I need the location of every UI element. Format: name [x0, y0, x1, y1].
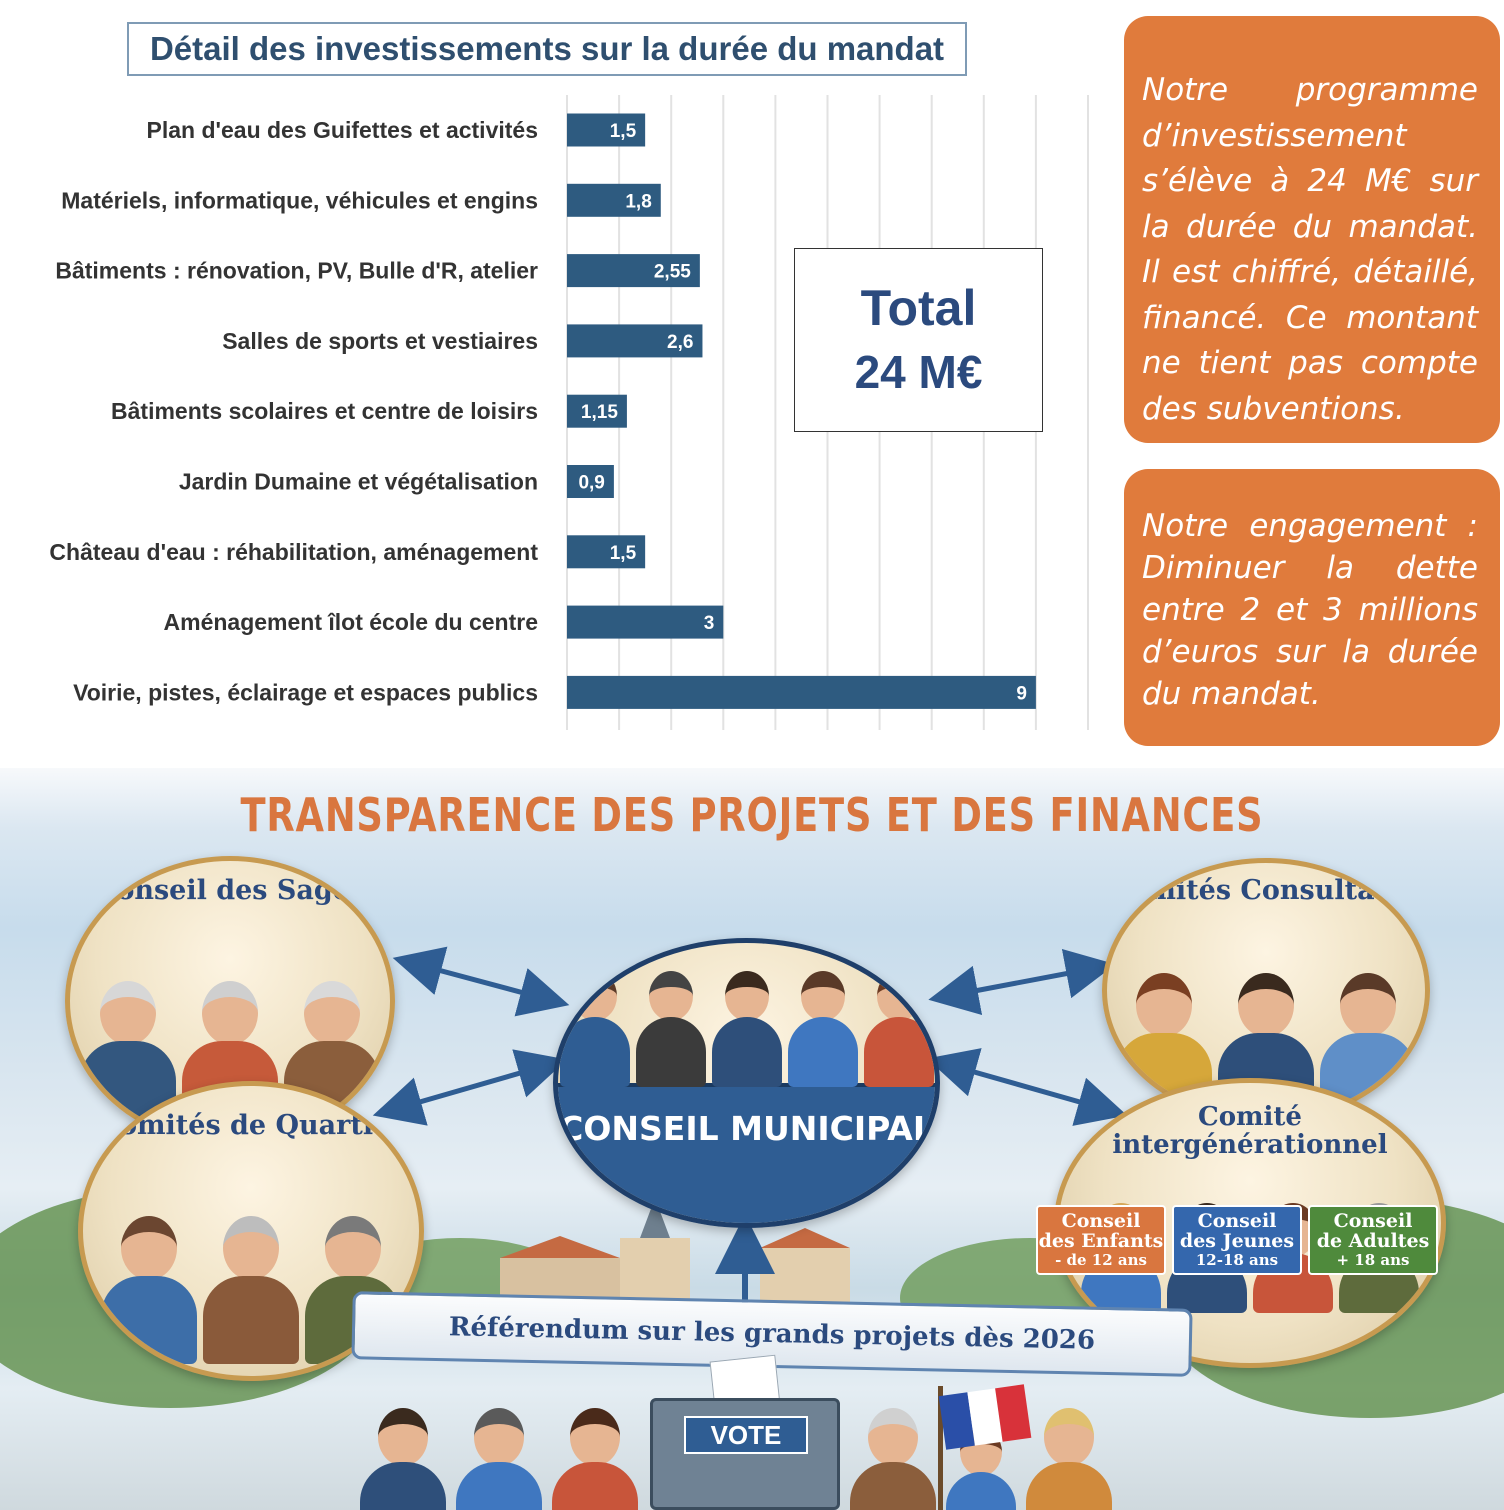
category-label: Château d'eau : réhabilitation, aménagement [49, 538, 538, 565]
engagement-callout [1124, 469, 1500, 746]
referendum-banner: Référendum sur les grands projets dès 2026 [351, 1291, 1192, 1377]
badge-line: des Jeunes [1179, 1230, 1295, 1252]
badge-age: 12-18 ans [1195, 1251, 1279, 1269]
person-illustration [1026, 1408, 1112, 1510]
badge-conseil-enfants [1036, 1205, 1166, 1275]
consultatifs-title: Comités Consultatifs [1107, 875, 1425, 906]
vote-label: VOTE [684, 1416, 808, 1454]
chart-title: Détail des investissements sur la durée du mandat [127, 22, 967, 76]
engagement-text: Notre engagement : Diminuer la dette entre 2 et 3 millions d’euros sur la durée du mandat. [1142, 508, 1478, 712]
voters-left-illustration [360, 1408, 660, 1510]
category-label: Voirie, pistes, éclairage et espaces publics [73, 679, 538, 706]
bar-value-label: 0,9 [578, 472, 605, 494]
person-illustration [560, 971, 630, 1087]
infographic-title: TRANSPARENCE DES PROJETS ET DES FINANCES [240, 788, 1264, 842]
badge-line: Conseil [1333, 1210, 1413, 1232]
municipal-banner [558, 1083, 935, 1223]
person-illustration [788, 971, 858, 1087]
badge-age: + 18 ans [1336, 1251, 1410, 1269]
badge-conseil-jeunes [1172, 1205, 1302, 1275]
quartier-title: Comités de Quartier [97, 1110, 405, 1141]
badge-line: Conseil [1197, 1210, 1277, 1232]
intergenerationnel-title: Comité intergénérationnel [1112, 1102, 1388, 1160]
category-label: Bâtiments : rénovation, PV, Bulle d'R, atelier [55, 257, 538, 284]
bar-value-label: 1,15 [580, 402, 618, 424]
bar-value-label: 1,8 [625, 191, 652, 213]
category-label: Bâtiments scolaires et centre de loisirs [111, 398, 538, 425]
person-illustration [850, 1408, 936, 1510]
person-illustration [864, 971, 934, 1087]
category-label: Salles de sports et vestiaires [222, 327, 538, 354]
total-amount: 24 M€ [854, 346, 983, 398]
person-illustration [101, 1216, 197, 1364]
total-label: Total [860, 280, 977, 336]
person-illustration [203, 1216, 299, 1364]
transparency-infographic [0, 768, 1504, 1510]
category-label: Matériels, informatique, véhicules et engins [61, 187, 538, 214]
bar-value-label: 1,5 [609, 542, 637, 564]
person-illustration [712, 971, 782, 1087]
person-illustration [636, 971, 706, 1087]
sages-title: Conseil des Sages [94, 875, 366, 906]
category-label: Aménagement îlot école du centre [163, 609, 538, 636]
programme-text: Notre programme d’investissement s’élève à 24 M€ sur la durée du mandat. Il est chiffré, détaillé, financé. Ce montant ne tient pas compte des subventions. [1142, 72, 1478, 427]
bar [567, 676, 1036, 709]
bar [567, 606, 723, 639]
badge-line: de Adultes [1316, 1230, 1430, 1252]
municipal-title: CONSEIL MUNICIPAL [559, 1109, 934, 1148]
bar-value-label: 2,55 [653, 261, 691, 283]
badge-line: des Enfants [1038, 1230, 1164, 1252]
category-label: Jardin Dumaine et végétalisation [178, 468, 538, 495]
ballot-box-icon [650, 1398, 840, 1510]
age-group-badges [1036, 1205, 1438, 1275]
bar-value-label: 3 [703, 613, 715, 635]
badge-line: Conseil [1061, 1210, 1141, 1232]
person-illustration [552, 1408, 638, 1510]
bar-value-label: 9 [1016, 683, 1027, 705]
total-box [794, 248, 1043, 432]
bar-value-label: 2,6 [667, 331, 694, 353]
badge-age: - de 12 ans [1055, 1251, 1147, 1269]
bar-value-label: 1,5 [609, 121, 637, 142]
badge-conseil-adultes [1308, 1205, 1438, 1275]
category-label: Plan d'eau des Guifettes et activités [146, 117, 538, 143]
person-illustration [360, 1408, 446, 1510]
council-group-illustration [558, 971, 935, 1087]
circle-conseil-municipal [553, 938, 940, 1228]
person-illustration [456, 1408, 542, 1510]
programme-callout [1124, 16, 1500, 443]
